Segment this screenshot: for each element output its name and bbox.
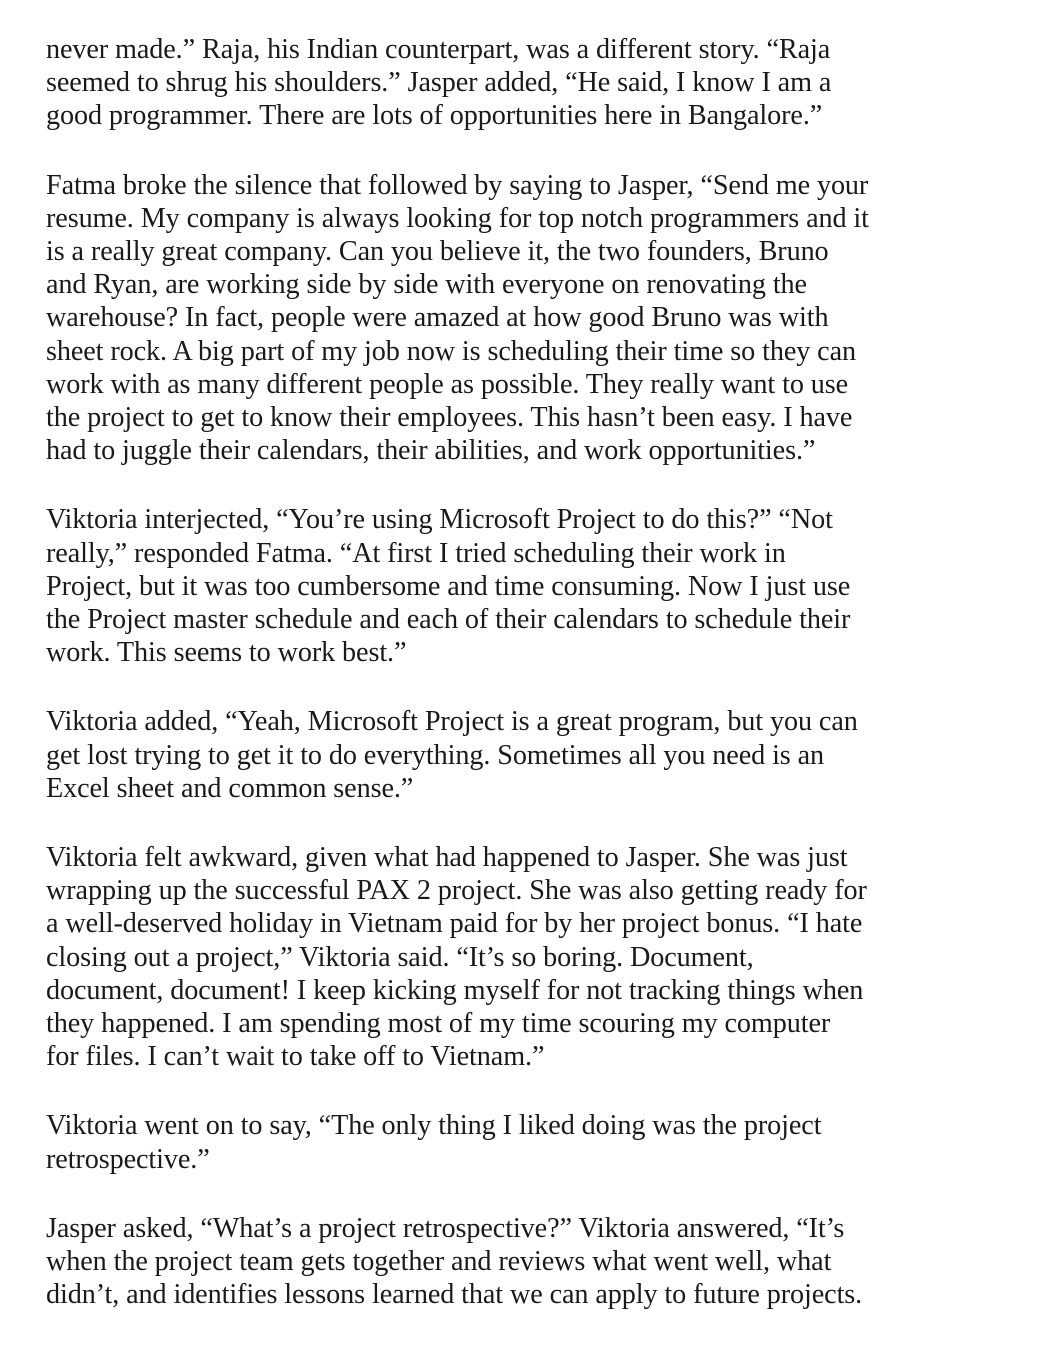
text-line: warehouse? In fact, people were amazed at how good Bruno was with (46, 302, 829, 334)
text-line: Viktoria felt awkward, given what had happened to Jasper. She was just (46, 842, 848, 874)
paragraph-2 (46, 169, 1006, 468)
paragraph-6 (46, 1109, 1006, 1175)
text-line: resume. My company is always looking for top notch programmers and it (46, 202, 869, 234)
text-line: when the project team gets together and reviews what went well, what (46, 1246, 832, 1278)
text-line: never made.” Raja, his Indian counterpart, was a different story. “Raja (46, 34, 831, 65)
text-line: the Project master schedule and each of their calendars to schedule their (46, 604, 851, 636)
text-line: good programmer. There are lots of opportunities here in Bangalore.” (46, 100, 823, 132)
text-line: Excel sheet and common sense.” (46, 772, 414, 804)
text-line: work. This seems to work best.” (46, 637, 407, 669)
text-line: really,” responded Fatma. “At first I tried scheduling their work in (46, 537, 786, 569)
text-line: retrospective.” (46, 1143, 210, 1175)
text-line: and Ryan, are working side by side with everyone on renovating the (46, 269, 807, 301)
text-line: Viktoria went on to say, “The only thing I liked doing was the project (46, 1110, 822, 1142)
text-line: didn’t, and identifies lessons learned that we can apply to future projects. (46, 1279, 863, 1311)
text-line: document, document! I keep kicking myself for not tracking things when (46, 974, 864, 1006)
text-line: Project, but it was too cumbersome and time consuming. Now I just use (46, 570, 851, 602)
text-line: had to juggle their calendars, their abilities, and work opportunities.” (46, 435, 816, 467)
paragraph-3 (46, 503, 1006, 669)
paragraph-5 (46, 841, 1006, 1073)
text-line: is a really great company. Can you believe it, the two founders, Bruno (46, 236, 829, 268)
text-line: get lost trying to get it to do everything. Sometimes all you need is an (46, 739, 825, 771)
text-line: Viktoria added, “Yeah, Microsoft Project is a great program, but you can (46, 706, 858, 738)
paragraph-4 (46, 705, 1006, 805)
text-line: sheet rock. A big part of my job now is scheduling their time so they can (46, 335, 856, 367)
text-line: Jasper asked, “What’s a project retrospective?” Viktoria answered, “It’s (46, 1212, 845, 1244)
paragraph-1 (46, 33, 1006, 133)
text-line: work with as many different people as possible. They really want to use (46, 368, 849, 400)
text-line: a well-deserved holiday in Vietnam paid for by her project bonus. “I hate (46, 908, 863, 940)
text-line: wrapping up the successful PAX 2 project. She was also getting ready for (46, 875, 867, 907)
text-line: for files. I can’t wait to take off to Vietnam.” (46, 1041, 545, 1073)
text-line: the project to get to know their employees. This hasn’t been easy. I have (46, 402, 853, 434)
paragraph-7 (46, 1212, 1006, 1312)
text-line: Viktoria interjected, “You’re using Microsoft Project to do this?” “Not (46, 504, 833, 536)
text-line: they happened. I am spending most of my time scouring my computer (46, 1008, 831, 1040)
text-line: Fatma broke the silence that followed by saying to Jasper, “Send me your (46, 169, 869, 201)
text-line: seemed to shrug his shoulders.” Jasper added, “He said, I know I am a (46, 67, 832, 99)
document-page (46, 0, 1006, 1348)
text-line: closing out a project,” Viktoria said. “It’s so boring. Document, (46, 941, 754, 973)
